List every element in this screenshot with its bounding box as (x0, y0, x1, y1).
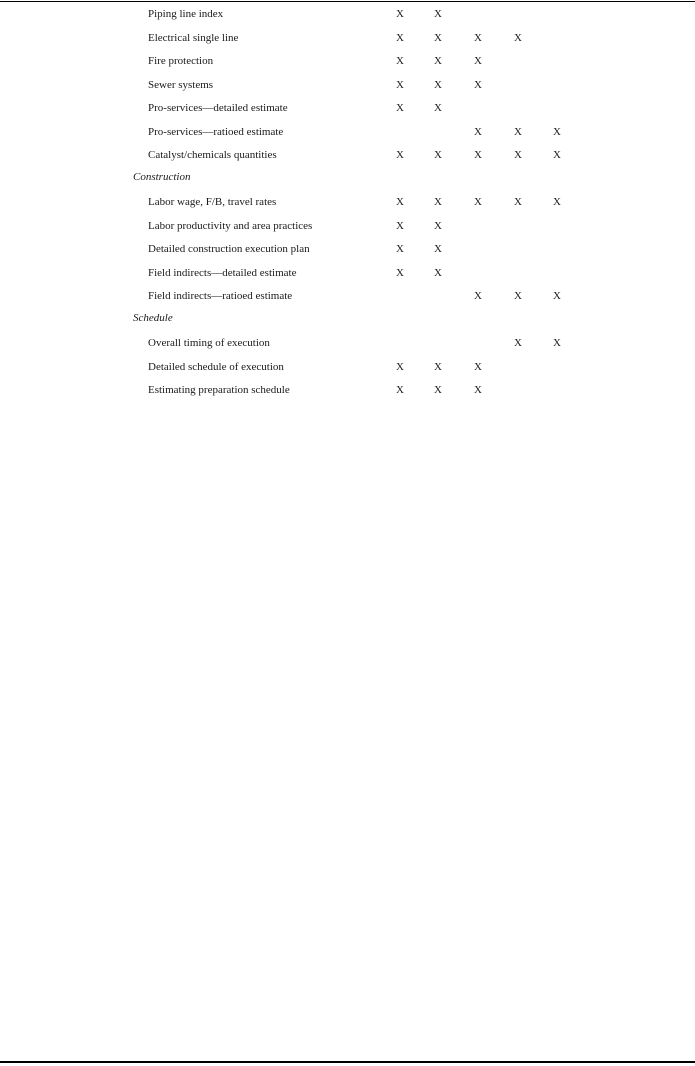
table-row (0, 192, 695, 216)
check-mark-col-5: X (553, 196, 561, 208)
check-mark-col-2: X (434, 196, 442, 208)
check-mark-col-2: X (434, 243, 442, 255)
check-mark-col-1: X (396, 31, 404, 44)
check-mark-col-5: X (553, 337, 561, 349)
section-heading: Schedule (133, 311, 173, 324)
check-mark-col-3: X (474, 360, 482, 373)
check-mark-col-3: X (474, 196, 482, 208)
check-mark-col-3: X (474, 290, 482, 302)
section-heading-row (0, 310, 695, 334)
check-mark-col-5: X (553, 125, 561, 138)
check-mark-col-2: X (434, 31, 442, 44)
check-mark-col-3: X (474, 149, 482, 161)
check-mark-col-2: X (434, 219, 442, 232)
row-label: Electrical single line (148, 31, 239, 44)
check-mark-col-1: X (396, 243, 404, 255)
check-mark-col-2: X (434, 55, 442, 67)
check-mark-col-5: X (553, 149, 561, 161)
row-label: Estimating preparation schedule (148, 384, 290, 396)
row-label: Field indirects—ratioed estimate (148, 290, 293, 302)
table-row (0, 145, 695, 169)
check-mark-col-1: X (396, 384, 404, 396)
row-label: Detailed schedule of execution (148, 360, 284, 373)
table-row (0, 263, 695, 287)
row-label: Fire protection (148, 55, 214, 67)
row-label: Overall timing of execution (148, 337, 270, 349)
check-mark-col-2: X (434, 78, 442, 91)
table-row (0, 380, 695, 404)
check-mark-col-2: X (434, 8, 442, 20)
row-label: Labor productivity and area practices (148, 219, 313, 232)
check-mark-col-2: X (434, 102, 442, 114)
section-heading: Construction (133, 170, 191, 183)
table-row (0, 98, 695, 122)
check-mark-col-3: X (474, 78, 482, 91)
check-mark-col-1: X (396, 78, 404, 91)
check-mark-col-2: X (434, 149, 442, 161)
table-row (0, 216, 695, 240)
table-row (0, 239, 695, 263)
check-mark-col-4: X (514, 125, 522, 138)
row-label: Field indirects—detailed estimate (148, 266, 297, 279)
check-mark-col-1: X (396, 8, 404, 20)
row-label: Catalyst/chemicals quantities (148, 149, 277, 161)
row-label: Piping line index (148, 8, 224, 20)
row-label: Detailed construction execution plan (148, 243, 310, 255)
table-row (0, 28, 695, 52)
check-mark-col-1: X (396, 149, 404, 161)
check-mark-col-3: X (474, 31, 482, 44)
check-mark-col-1: X (396, 266, 404, 279)
section-heading-row (0, 169, 695, 193)
table-row (0, 51, 695, 75)
check-mark-col-2: X (434, 266, 442, 279)
table-row (0, 333, 695, 357)
check-mark-col-3: X (474, 55, 482, 67)
table-row (0, 75, 695, 99)
row-label: Labor wage, F/B, travel rates (148, 196, 277, 208)
row-label: Pro-services—ratioed estimate (148, 125, 284, 138)
check-mark-col-4: X (514, 196, 522, 208)
check-mark-col-3: X (474, 384, 482, 396)
estimate-requirements-table (0, 4, 695, 404)
check-mark-col-4: X (514, 290, 522, 302)
check-mark-col-2: X (434, 384, 442, 396)
row-label: Pro-services—detailed estimate (148, 102, 288, 114)
table-row (0, 286, 695, 310)
check-mark-col-3: X (474, 125, 482, 138)
table-row (0, 122, 695, 146)
row-label: Sewer systems (148, 78, 214, 91)
check-mark-col-5: X (553, 290, 561, 302)
check-mark-col-4: X (514, 149, 522, 161)
check-mark-col-2: X (434, 360, 442, 373)
top-rule (0, 1, 695, 2)
check-mark-col-1: X (396, 219, 404, 232)
check-mark-col-1: X (396, 360, 404, 373)
check-mark-col-4: X (514, 337, 522, 349)
check-mark-col-1: X (396, 55, 404, 67)
check-mark-col-1: X (396, 102, 404, 114)
check-mark-col-4: X (514, 31, 522, 44)
table-row (0, 357, 695, 381)
check-mark-col-1: X (396, 196, 404, 208)
table-row (0, 4, 695, 28)
bottom-rule (0, 1061, 695, 1063)
